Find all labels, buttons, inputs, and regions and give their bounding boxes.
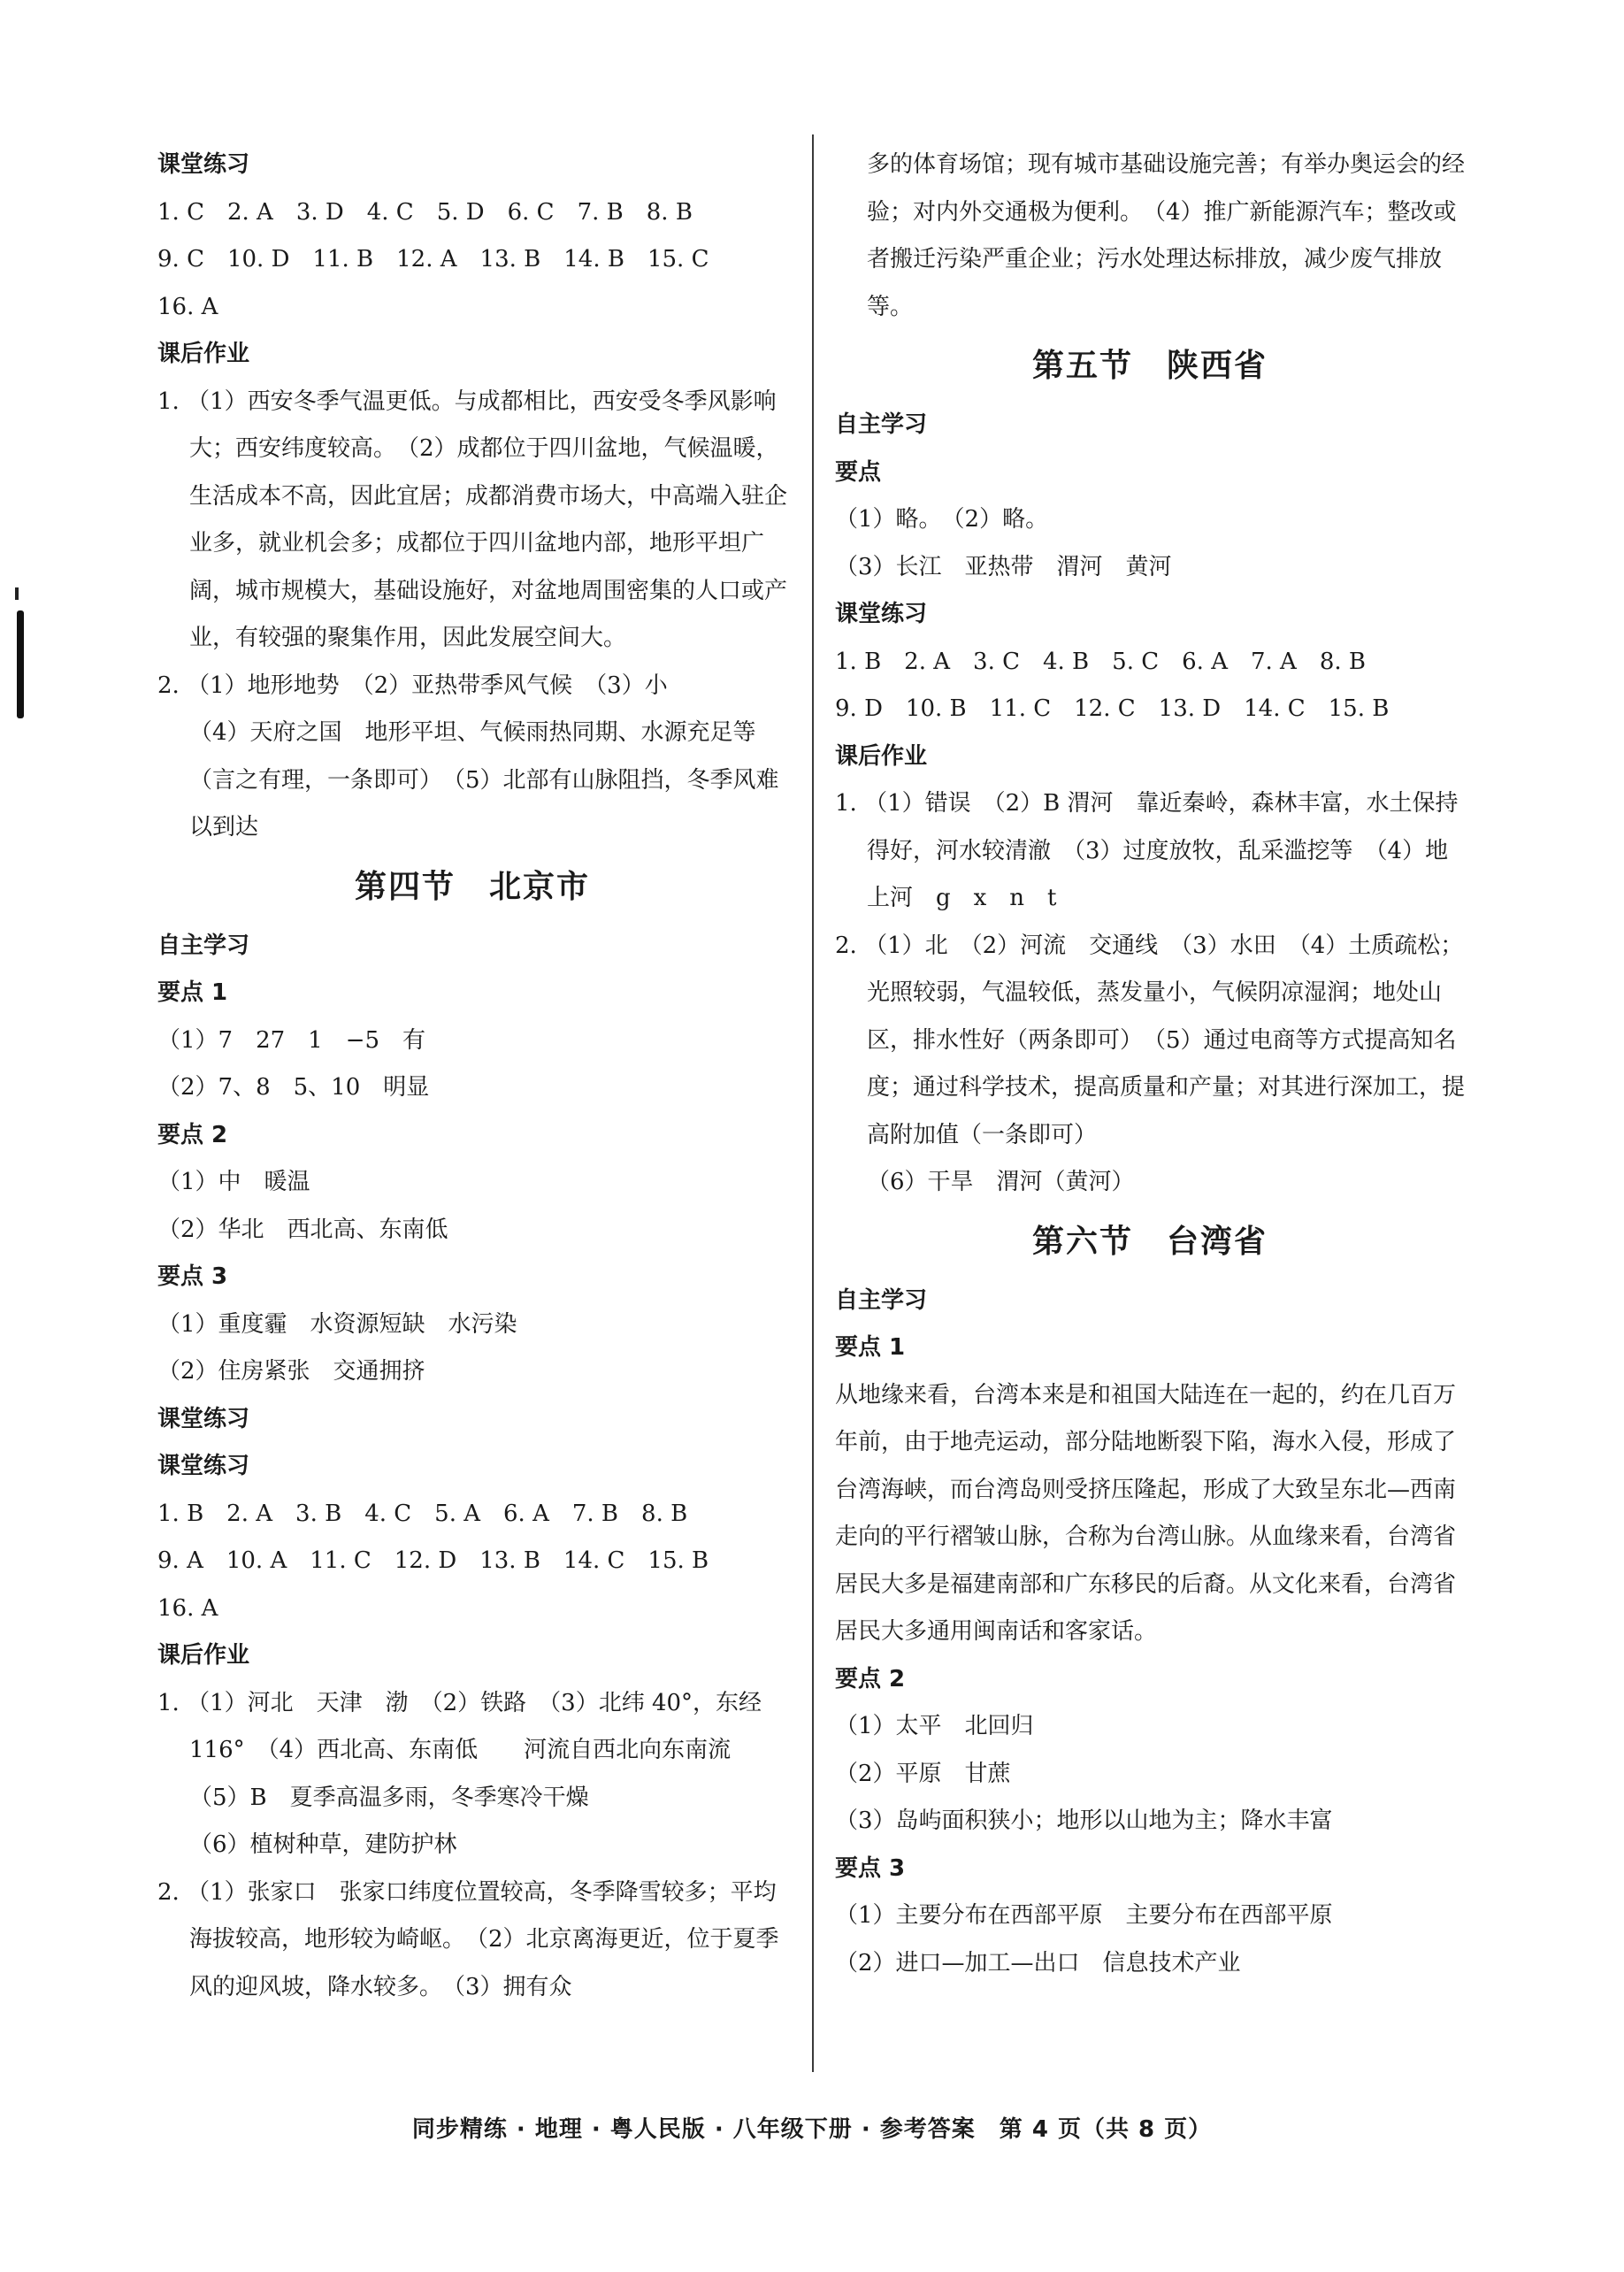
section-heading: 自主学习 [835, 1286, 928, 1314]
text-line: （3）岛屿面积狭小；地形以山地为主；降水丰富 [835, 1808, 1333, 1834]
left-column [157, 142, 787, 2011]
section-heading: 要点 3 [835, 1854, 906, 1882]
page-footer: 同步精练 · 地理 · 粤人民版 · 八年级下册 · 参考答案 第 4 页（共 8 页） [411, 2116, 1213, 2143]
section-heading: 要点 [835, 458, 882, 486]
section-heading: 自主学习 [157, 932, 250, 959]
text-line: （2）7、8 5、10 明显 [157, 1074, 430, 1101]
section-heading: 课后作业 [157, 341, 250, 367]
text-line: （2）平原 甘蔗 [835, 1760, 1011, 1787]
section-heading: 要点 1 [835, 1334, 906, 1361]
text-line: 16. A [157, 293, 218, 320]
text-line: （3）长江 亚热带 渭河 黄河 [835, 553, 1172, 580]
answer-item: 1. （1）西安冬季气温更低。与成都相比，西安受冬季风影响大；西安纬度较高。 （2）成都位于四川盆地，气候温暖，生活成本不高，因此宜居；成都消费市场大，中高端入驻企业多，就业机会多；成都位于四川盆地内部，地形平坦广阔，城市规模大，基础设施好，对盆地周围密集的人口或产业，有较强的聚集作用，因此发展空间大。 [157, 388, 788, 651]
answer-item: 2. （1）北 （2）河流 交通线 （3）水田 （4）土质疏松；光照较弱，气温较低，蒸发量小，气候阴凉湿润；地处山区，排水性好（两条即可） （5）通过电商等方式提高知名度；通过科学技术，提高质量和产量；对其进行深加工，提高附加值（一条即可） [835, 932, 1466, 1148]
answer-continuation: （6）干旱 渭河（黄河） [867, 1169, 1135, 1195]
answer-continuation: （6）植树种草，建防护林 [189, 1831, 457, 1858]
text-line: （1）7 27 1 −5 有 [157, 1026, 426, 1054]
section-heading: 课后作业 [835, 742, 928, 770]
text-line: （2）华北 西北高、东南低 [157, 1216, 448, 1243]
section-heading: 自主学习 [835, 411, 928, 438]
section-heading: 要点 1 [157, 979, 228, 1006]
section-heading: 要点 3 [157, 1263, 228, 1290]
answer-item: 2. （1）地形地势 （2）亚热带季风气候 （3）小 [157, 672, 668, 699]
chapter-title: 第四节 北京市 [354, 868, 590, 905]
scan-artifact-mark [12, 587, 28, 720]
text-line: （2）住房紧张 交通拥挤 [157, 1358, 425, 1385]
text-line: 16. A [157, 1594, 218, 1622]
text-line: （1）中 暖温 [157, 1169, 310, 1195]
text-line: 1. C 2. A 3. D 4. C 5. D 6. C 7. B 8. B [157, 198, 693, 226]
text-line: 9. C 10. D 11. B 12. A 13. B 14. B 15. C [157, 246, 709, 272]
answer-item: 2. （1）张家口 张家口纬度位置较高，冬季降雪较多；平均海拔较高，地形较为崎岖。 （2）北京离海更近，位于夏季风的迎风坡，降水较多。 （3）拥有众 [157, 1878, 779, 2000]
answer-continuation: （4）天府之国 地形平坦、气候雨热同期、水源充足等（言之有理，一条即可） （5）北部有山脉阻挡，冬季风难以到达 [189, 719, 779, 840]
paragraph: 从地缘来看，台湾本来是和祖国大陆连在一起的，约在几百万年前，由于地壳运动，部分陆地断裂下陷，海水入侵，形成了台湾海峡，而台湾岛则受挤压隆起，形成了大致呈东北—西南走向的平行褶皱山脉，合称为台湾山脉。从血缘来看，台湾省居民大多是福建南部和广东移民的后裔。从文化来看，台湾省居民大多通用闽南话和客家话。 [835, 1381, 1457, 1645]
text-line: （1）重度霾 水资源短缺 水污染 [157, 1310, 517, 1338]
section-heading: 课堂练习 [157, 151, 250, 178]
text-line: （2）进口—加工—出口 信息技术产业 [835, 1949, 1241, 1976]
section-heading: 课堂练习 [157, 1405, 250, 1432]
section-heading: 要点 2 [157, 1121, 228, 1148]
text-line: 1. B 2. A 3. C 4. B 5. C 6. A 7. A 8. B [835, 648, 1367, 675]
answer-item: 1. （1）河北 天津 渤 （2）铁路 （3）北纬 40°，东经 116° （4）西北高、东南低 河流自西北向东南流 （5）B 夏季高温多雨，冬季寒冷干燥 [157, 1689, 762, 1811]
answer-continuation: 多的体育场馆；现有城市基础设施完善；有举办奥运会的经验；对内外交通极为便利。 （4）推广新能源汽车；整改或者搬迁污染严重企业；污水处理达标排放，减少废气排放等。 [867, 151, 1466, 320]
text-line: （1）主要分布在西部平原 主要分布在西部平原 [835, 1902, 1333, 1929]
column-divider [812, 134, 814, 2072]
section-heading: 课后作业 [157, 1642, 250, 1669]
section-heading: 课堂练习 [835, 601, 928, 627]
text-line: （1）太平 北回归 [835, 1713, 1034, 1739]
right-column [835, 142, 1465, 1987]
answer-item: 1. （1）错误 （2）B 渭河 靠近秦岭，森林丰富，水土保持得好，河水较清澈 （3）过度放牧，乱采滥挖等 （4）地上河 g x n t [835, 790, 1459, 911]
text-line: 9. D 10. B 11. C 12. C 13. D 14. C 15. B [835, 695, 1390, 722]
chapter-title: 第五节 陕西省 [1031, 348, 1268, 384]
text-line: 9. A 10. A 11. C 12. D 13. B 14. C 15. B [157, 1547, 709, 1574]
section-heading: 课堂练习 [157, 1453, 250, 1479]
text-line: （1）略。 （2）略。 [835, 506, 1049, 533]
chapter-title: 第六节 台湾省 [1031, 1223, 1268, 1260]
section-heading: 要点 2 [835, 1665, 906, 1692]
text-line: 1. B 2. A 3. B 4. C 5. A 6. A 7. B 8. B [157, 1500, 688, 1527]
